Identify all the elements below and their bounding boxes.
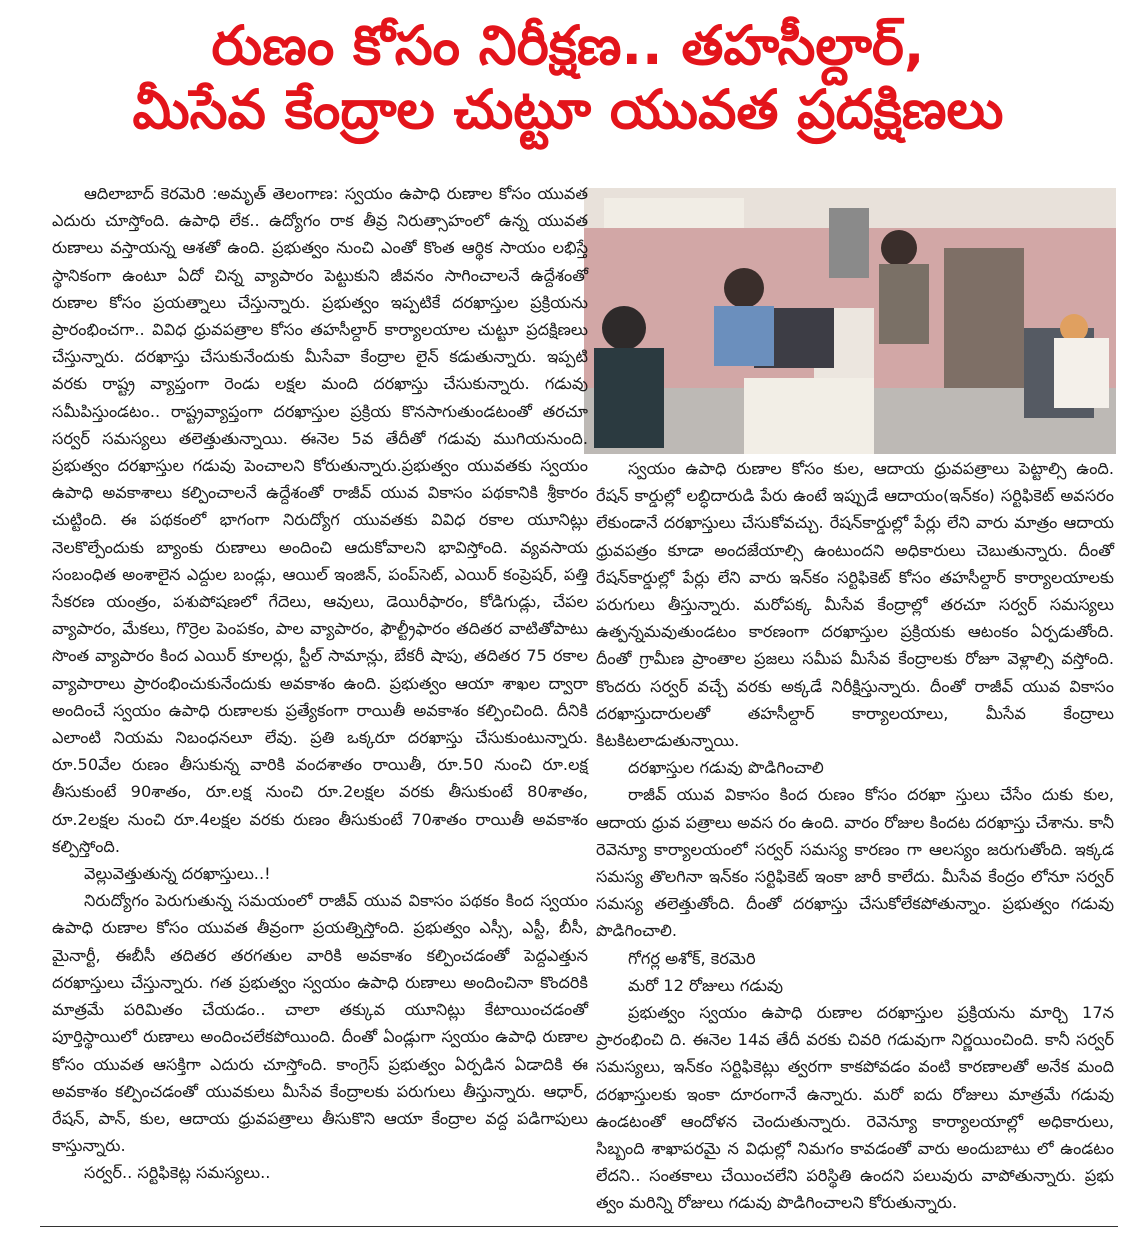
headline-line-2: మీసేవ కేంద్రాల చుట్టూ యువత ప్రదక్షిణలు: [132, 78, 1004, 141]
headline: [0, 14, 1136, 142]
right-subheading-1: దరఖాస్తుల గడువు పొడిగించాలి: [628, 758, 824, 778]
left-paragraph-2: నిరుద్యోగం పెరుగుతున్న సమయంలో రాజీవ్ యువ వికాసం పథకం కింద స్వయం ఉపాధి రుణాల కోసం యువత తీవ్రంగా ప్రయత్నిస్తోంది. ప్రభుత్వం ఎస్సీ, ఎస్టీ, బీసీ, మైనార్టీ, ఈబీసీ తదితర తరగతుల వారికి అవకాశం కల్పించడంతో పెద్దఎత్తున దరఖాస్తులు చేస్తున్నారు. గత ప్రభుత్వం స్వయం ఉపాధి రుణాలు అందించినా కొందరికి మాత్రమే పరిమితం చేయడం.. చాలా తక్కువ యూనిట్లు కేటాయించడంతో పూర్తిస్థాయిలో రుణాలు అందించలేకపోయింది. దీంతో ఏండ్లుగా స్వయం ఉపాధి రుణాల కోసం యువత ఆసక్తిగా ఎదురు చూస్తోంది. కాంగ్రెస్ ప్రభుత్వం ఏర్పడిన ఏడాదికి ఈ అవకాశం కల్పించడంతో యువకులు మీసేవ కేంద్రాలకు పరుగులు తీస్తున్నారు. ఆధార్, రేషన్, పాన్, కుల, ఆదాయ ధ్రువపత్రాలు తీసుకొని ఆయా కేంద్రాల వద్ద పడిగాపులు కాస్తున్నారు.: [52, 891, 588, 1156]
left-subheading-2: సర్వర్.. సర్టిఫికెట్ల సమస్యలు..: [84, 1163, 271, 1183]
bottom-rule: [40, 1226, 1118, 1227]
right-paragraph-1: స్వయం ఉపాధి రుణాల కోసం కుల, ఆదాయ ధ్రువపత్రాలు పెట్టాల్సి ఉంది. రేషన్ కార్డుల్లో లబ్ధిదారుడి పేరు ఉంటే ఇప్పుడే ఆదాయం(ఇన్‌కం) సర్టిఫికెట్ అవసరం లేకుండానే దరఖాస్తులు చేసుకోవచ్చు. రేషన్‌కార్డుల్లో పేర్లు లేని వారు మాత్రం ఆదాయ ధ్రువపత్రం కూడా అందజేయాల్సి ఉంటుందని అధికారులు చెబుతున్నారు. దీంతో రేషన్‌కార్డుల్లో పేర్లు లేని వారు ఇన్‌కం సర్టిఫికెట్ కోసం తహసీల్దార్ కార్యాలయాలకు పరుగులు తీస్తున్నారు. మరోపక్క మీసేవ కేంద్రాల్లో తరచూ సర్వర్ సమస్యలు ఉత్పన్నమవుతుండటం కారణంగా దరఖాస్తుల ప్రక్రియకు ఆటంకం ఏర్పడుతోంది. దీంతో గ్రామీణ ప్రాంతాల ప్రజలు సమీప మీసేవ కేంద్రాలకు రోజూ వెళ్లాల్సి వస్తోంది. కొందరు సర్వర్ వచ్చే వరకు అక్కడే నిరీక్షిస్తున్నారు. దీంతో రాజీవ్ యువ వికాసం దరఖాస్తుదారులతో తహసీల్దార్ కార్యాలయాలు, మీసేవ కేంద్రాలు కిటకిటలాడుతున్నాయి.: [596, 459, 1114, 751]
news-photo: [584, 188, 1116, 454]
left-subheading-1: వెల్లువెత్తుతున్న దరఖాస్తులు..!: [84, 864, 271, 884]
left-paragraph-1: ఆదిలాబాద్ కెరమెరి :అమృత్ తెలంగాణ: స్వయం ఉపాధి రుణాల కోసం యువత ఎదురు చూస్తోంది. ఉపాధి లేక.. ఉద్యోగం రాక తీవ్ర నిరుత్సాహంలో ఉన్న యువత రుణాలు వస్తాయన్న ఆశతో ఉంది. ప్రభుత్వం నుంచి ఎంతో కొంత ఆర్థిక సాయం లభిస్తే స్థానికంగా ఉంటూ ఏదో చిన్న వ్యాపారం పెట్టుకుని జీవనం సాగించాలనే ఉద్దేశంతో రుణాల కోసం ప్రయత్నాలు చేస్తున్నారు. ప్రభుత్వం ఇప్పటికే దరఖాస్తుల ప్రక్రియను ప్రారంభించగా.. వివిధ ధ్రువపత్రాల కోసం తహసీల్దార్ కార్యాలయాల చుట్టూ ప్రదక్షిణలు చేస్తున్నారు. దరఖాస్తు చేసుకునేందుకు మీసేవా కేంద్రాల లైన్ కడుతున్నారు. ఇప్పటి వరకు రాష్ట్ర వ్యాప్తంగా రెండు లక్షల మంది దరఖాస్తు చేసుకున్నారు. గడువు సమీపిస్తుండటం.. రాష్ట్రవ్యాప్తంగా దరఖాస్తుల ప్రక్రియ కొనసాగుతుండటంతో తరచూ సర్వర్ సమస్యలు తలెత్తుతున్నాయి. ఈనెల 5వ తేదీతో గడువు ముగియనుంది. ప్రభుత్వం దరఖాస్తుల గడువు పెంచాలని కోరుతున్నారు.ప్రభుత్వం యువతకు స్వయం ఉపాధి అవకాశాలు కల్పించాలనే ఉద్దేశంతో రాజీవ్ యువ వికాసం పథకానికి శ్రీకారం చుట్టింది. ఈ పథకంలో భాగంగా నిరుద్యోగ యువతకు వివిధ రకాల యూనిట్లు నెలకొల్పేందుకు బ్యాంకు రుణాలు అందించి ఆదుకోవాలని భావిస్తోంది. వ్యవసాయ సంబంధిత అంశాలైన ఎద్దుల బండ్లు, ఆయిల్ ఇంజిన్, పంప్‌సెట్, ఎయిర్ కంప్రెషర్, పత్తి సేకరణ యంత్రం, పశుపోషణలో గేదెలు, ఆవులు, డెయిరీఫారం, కోడిగుడ్లు, చేపల వ్యాపారం, మేకలు, గొర్రెల పెంపకం, పాల వ్యాపారం, ఫౌల్ట్రీఫారం తదితర వాటితోపాటు సొంత వ్యాపారం కింద ఎయిర్ కూలర్లు, స్టీల్ సామాన్లు, బేకరీ షాపు, తదితర 75 రకాల వ్యాపారాలు ప్రారంభించుకునేందుకు అవకాశం ఉంది. ప్రభుత్వం ఆయా శాఖల ద్వారా అందించే స్వయం ఉపాధి రుణాలకు ప్రత్యేకంగా రాయితీ అవకాశం కల్పించింది. దీనికి ఎలాంటి నియమ నిబంధనలూ లేవు. ప్రతి ఒక్కరూ దరఖాస్తు చేసుకుంటున్నారు. రూ.50వేల రుణం తీసుకున్న వారికి వందశాతం రాయితీ, రూ.50 నుంచి రూ.లక్ష తీసుకుంటే 90శాతం, రూ.లక్ష నుంచి రూ.2లక్షల వరకు తీసుకుంటే 80శాతం, రూ.2లక్షల నుంచి రూ.4లక్షల వరకు రుణం తీసుకుంటే 70శాతం రాయితీ అవకాశం కల్పిస్తోంది.: [52, 184, 588, 856]
left-column: [52, 180, 588, 1187]
photo-image: [584, 188, 1116, 454]
right-byline: గోగర్ల అశోక్, కెరమెరి: [628, 948, 756, 968]
right-subheading-2: మరో 12 రోజులు గడువు: [628, 975, 784, 995]
headline-line-1: రుణం కోసం నిరీక్షణ.. తహసీల్దార్,: [211, 14, 925, 77]
right-column: [596, 455, 1114, 1217]
right-paragraph-2: రాజీవ్ యువ వికాసం కింద రుణం కోసం దరఖా స్తులు చేసేం దుకు కుల, ఆదాయ ధ్రువ పత్రాలు అవస రం ఉంది. వారం రోజుల కిందట దరఖాస్తు చేశాను. కానీ రెవెన్యూ కార్యాలయంలో సర్వర్ సమస్య కారణం గా ఆలస్యం జరుగుతోంది. ఇక్కడ సమస్య తొలగినా ఇన్‌కం సర్టిఫికెట్ ఇంకా జారీ కాలేదు. మీసేవ కేంద్రం లోనూ సర్వర్ సమస్య తలెత్తుతోంది. దీంతో దరఖాస్తు చేసుకోలేకపోతున్నాం. ప్రభుత్వం గడువు పొడిగించాలి.: [596, 785, 1114, 941]
right-paragraph-3: ప్రభుత్వం స్వయం ఉపాధి రుణాల దరఖాస్తుల ప్రక్రియను మార్చి 17న ప్రారంభించి ది. ఈనెల 14వ తేదీ వరకు చివరి గడువుగా నిర్ణయించింది. కానీ సర్వర్ సమస్యలు, ఇన్‌కం సర్టిఫికెట్లు త్వరగా కాకపోవడం వంటి కారణాలతో అనేక మంది దరఖాస్తులకు ఇంకా దూరంగానే ఉన్నారు. మరో ఐదు రోజులు మాత్రమే గడువు ఉండటంతో ఆందోళన చెందుతున్నారు. రెవెన్యూ కార్యాలయాల్లో అధికారులు, సిబ్బంది శాఖాపరమై న విధుల్లో నిమగం కావడంతో వారు అందుబాటు లో ఉండటం లేదని.. సంతకాలు చేయించలేని పరిస్థితి ఉందని పలువురు వాపోతున్నారు. ప్రభు త్వం మరిన్ని రోజులు గడువు పొడిగించాలని కోరుతున్నారు.: [596, 1003, 1114, 1213]
